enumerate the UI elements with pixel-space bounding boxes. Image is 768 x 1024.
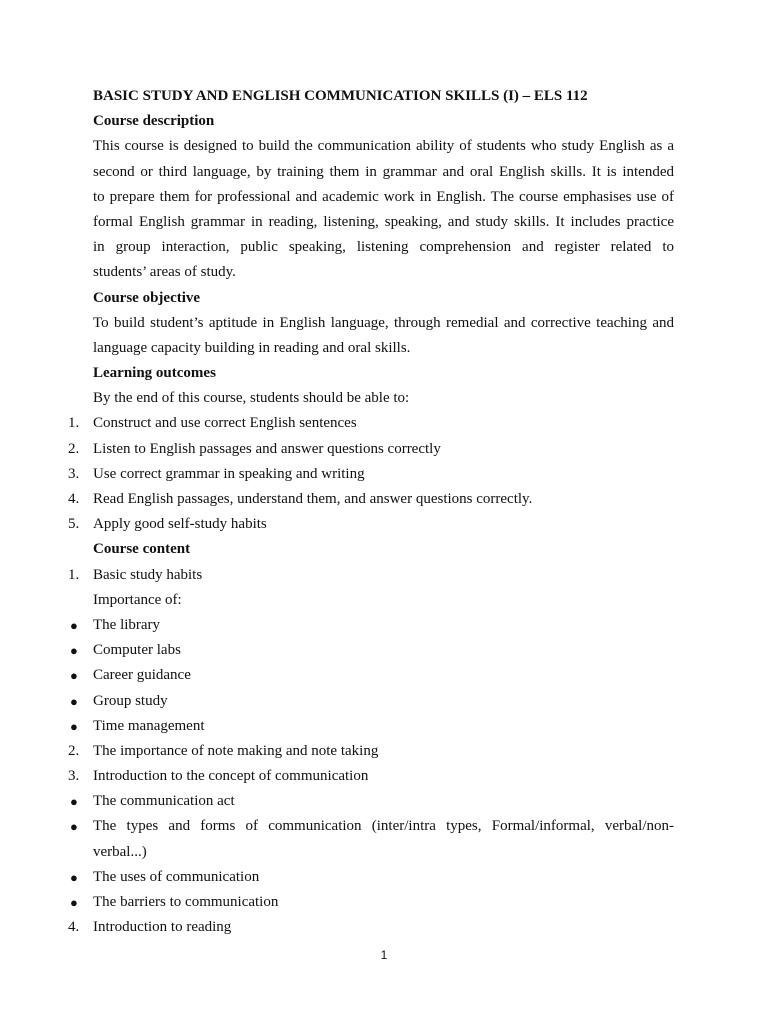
description-line: This course is designed to build the communication ability of students who study English as a [93, 138, 674, 155]
list-number: 3. [68, 768, 80, 785]
bullet-text: The barriers to communication [93, 894, 279, 910]
bullet-item [70, 814, 674, 839]
outcome-text: Use correct grammar in speaking and writing [93, 465, 365, 482]
bullet-text: The communication act [93, 793, 235, 810]
importance-label: Importance of: [93, 591, 182, 608]
course-title: BASIC STUDY AND ENGLISH COMMUNICATION SKILLS (I) – ELS 112 [93, 88, 588, 104]
content-item [68, 739, 674, 764]
bullet-item [70, 714, 674, 739]
bullet-text: The library [93, 616, 161, 633]
description-line: second or third language, by training them in grammar and oral English skills. It is intended [93, 163, 674, 180]
outcome-text: Read English passages, understand them, and answer questions correctly. [93, 491, 533, 507]
bullet-icon: ● [70, 718, 78, 734]
outcome-text: Construct and use correct English sentences [93, 415, 357, 432]
bullet-continuation: verbal...) [93, 843, 147, 860]
content-item-text: Introduction to the concept of communication [93, 768, 369, 785]
bullet-text: The uses of communication [93, 868, 260, 885]
list-number: 1. [68, 415, 80, 432]
content-item [68, 764, 674, 789]
bullet-text: Computer labs [93, 642, 181, 659]
description-line: students’ areas of study. [93, 264, 236, 281]
bullet-icon: ● [70, 869, 78, 885]
bullet-icon: ● [70, 617, 78, 633]
outcomes-intro: By the end of this course, students should be able to: [93, 390, 410, 407]
outcomes-heading: Learning outcomes [93, 365, 216, 382]
bullet-icon: ● [70, 794, 78, 810]
outcome-item [68, 512, 674, 537]
content-heading: Course content [93, 541, 191, 558]
content-item-text: The importance of note making and note taking [93, 742, 379, 759]
description-line: in group interaction, public speaking, listening comprehension and register related to [93, 239, 674, 256]
objective-line: language capacity building in reading and oral skills. [93, 339, 411, 356]
objective-heading: Course objective [93, 289, 201, 306]
outcome-item [68, 437, 674, 462]
bullet-icon: ● [70, 693, 78, 709]
bullet-item [70, 689, 674, 714]
bullet-item [70, 890, 674, 915]
description-line: formal English grammar in reading, listening, speaking, and study skills. It includes practice [93, 213, 674, 230]
content-item-text: Basic study habits [93, 566, 203, 583]
list-number: 3. [68, 465, 80, 482]
bullet-item [70, 638, 674, 663]
page-number: 1 [380, 948, 388, 962]
bullet-text: The types and forms of communication (inter/intra types, Formal/informal, verbal/non- [93, 818, 674, 835]
list-number: 2. [68, 742, 80, 759]
outcome-item [68, 462, 674, 487]
outcome-text: Listen to English passages and answer questions correctly [93, 440, 441, 457]
description-line: to prepare them for professional and academic work in English. The course emphasises use of [93, 188, 674, 205]
list-number: 5. [68, 516, 80, 533]
bullet-item [70, 865, 674, 890]
bullet-item [70, 789, 674, 814]
content-item-text: Introduction to reading [93, 919, 232, 936]
description-heading: Course description [93, 113, 215, 130]
list-number: 2. [68, 440, 80, 457]
outcome-item [68, 411, 674, 436]
bullet-text: Group study [93, 692, 168, 709]
bullet-icon: ● [70, 643, 78, 659]
page-content [68, 84, 674, 940]
bullet-icon: ● [70, 668, 78, 684]
list-number: 1. [68, 566, 80, 583]
bullet-item [70, 613, 674, 638]
objective-line: To build student’s aptitude in English language, through remedial and corrective teaching and [93, 314, 674, 331]
bullet-icon: ● [70, 895, 78, 910]
list-number: 4. [68, 919, 80, 936]
bullet-icon: ● [70, 819, 78, 835]
list-number: 4. [68, 491, 80, 507]
bullet-item [70, 663, 674, 688]
content-item [68, 915, 674, 940]
content-item [68, 563, 674, 588]
bullet-text: Career guidance [93, 667, 191, 684]
outcome-text: Apply good self-study habits [93, 516, 267, 533]
outcome-item [68, 487, 674, 512]
bullet-text: Time management [93, 717, 205, 734]
